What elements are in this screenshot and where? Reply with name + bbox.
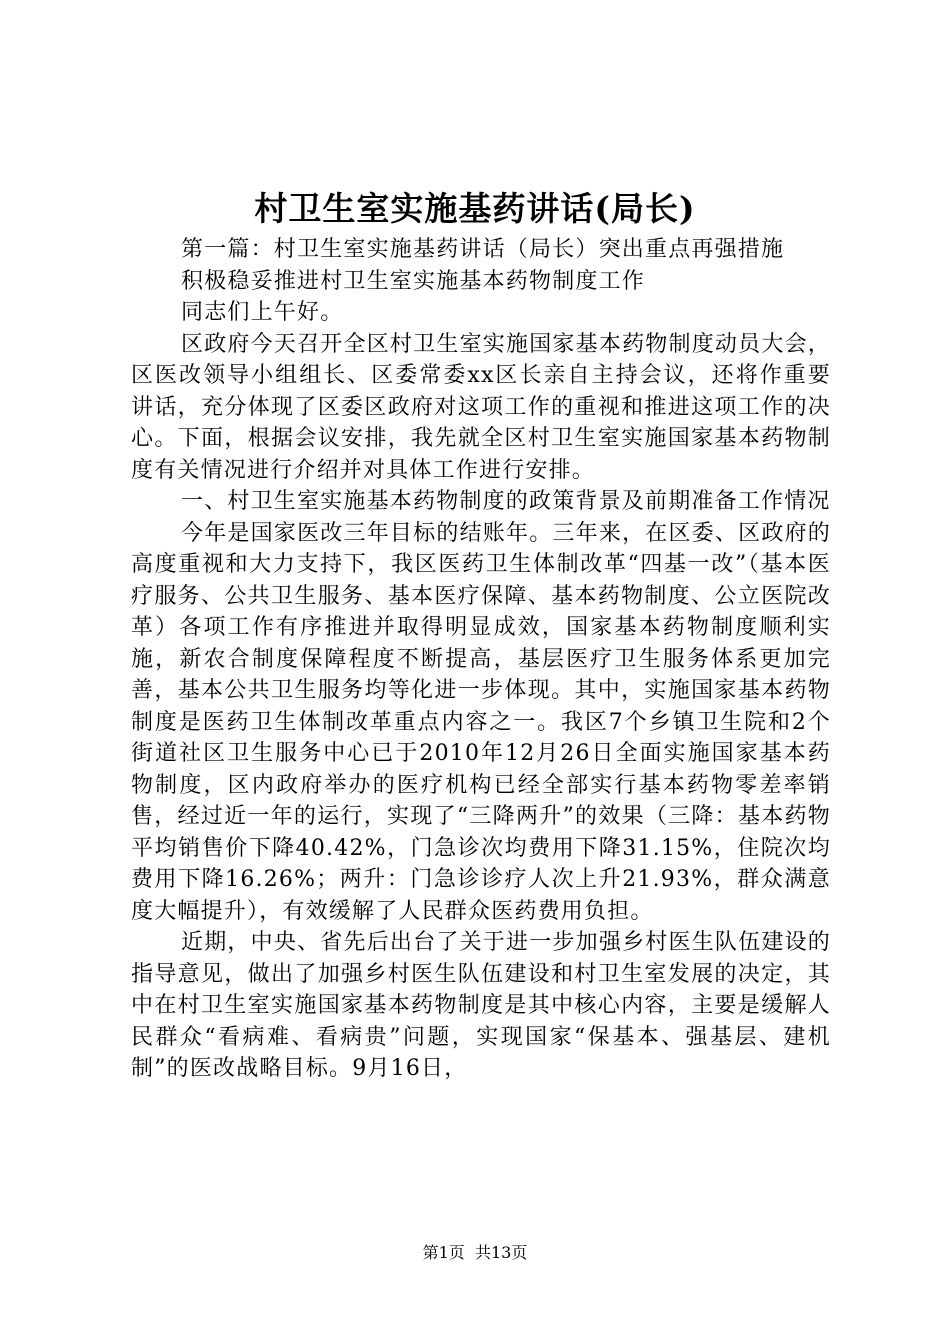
page-footer bbox=[0, 1241, 950, 1265]
page-number: 第1页 bbox=[422, 1243, 465, 1262]
paragraph-greeting: 同志们上午好。 bbox=[181, 300, 344, 325]
paragraph-intro: 区政府今天召开全区村卫生室实施国家基本药物制度动员大会，区医改领导小组组长、区委常委xx区长亲自主持会议，还将作重要讲话，充分体现了区委区政府对这项工作的重视和推进这项工作的决心。下面，根据会议安排，我先就全区村卫生室实施国家基本药物制度有关情况进行介绍并对具体工作进行安排。 bbox=[131, 331, 831, 483]
paragraph-recent: 近期，中央、省先后出台了关于进一步加强乡村医生队伍建设的指导意见，做出了加强乡村医生队伍建设和村卫生室发展的决定，其中在村卫生室实施国家基本药物制度是其中核心内容，主要是缓解人民群众“看病难、看病贵”问题，实现国家“保基本、强基层、建机制”的医改战略目标。9月16日， bbox=[131, 930, 831, 1081]
page-total: 共13页 bbox=[474, 1243, 528, 1262]
document-body bbox=[131, 234, 831, 1085]
paragraph-subtitle: 积极稳妥推进村卫生室实施基本药物制度工作 bbox=[181, 268, 646, 294]
paragraph-background: 今年是国家医改三年目标的结账年。三年来，在区委、区政府的高度重视和大力支持下，我区医药卫生体制改革“四基一改”（基本医疗服务、公共卫生服务、基本医疗保障、基本药物制度、公立医院改革）各项工作有序推进并取得明显成效，国家基本药物制度顺利实施，新农合制度保障程度不断提高，基层医疗卫生服务体系更加完善，基本公共卫生服务均等化进一步体现。其中，实施国家基本药物制度是医药卫生体制改革重点内容之一。我区7个乡镇卫生院和2个街道社区卫生服务中心已于2010年12月26日全面实施国家基本药物制度，区内政府举办的医疗机构已经全部实行基本药物零差率销售，经过近一年的运行，实现了“三降两升”的效果（三降：基本药物平均销售价下降40.42%，门急诊次均费用下降31.15%，住院次均费用下降16.26%；两升：门急诊诊疗人次上升21.93%，群众满意度大幅提升），有效缓解了人民群众医药费用负担。 bbox=[131, 520, 831, 924]
section-heading: 一、村卫生室实施基本药物制度的政策背景及前期准备工作情况 bbox=[181, 489, 831, 514]
document-title: 村卫生室实施基药讲话(局长) bbox=[254, 189, 696, 228]
paragraph-heading: 第一篇：村卫生室实施基药讲话（局长）突出重点再强措施 bbox=[181, 237, 785, 262]
